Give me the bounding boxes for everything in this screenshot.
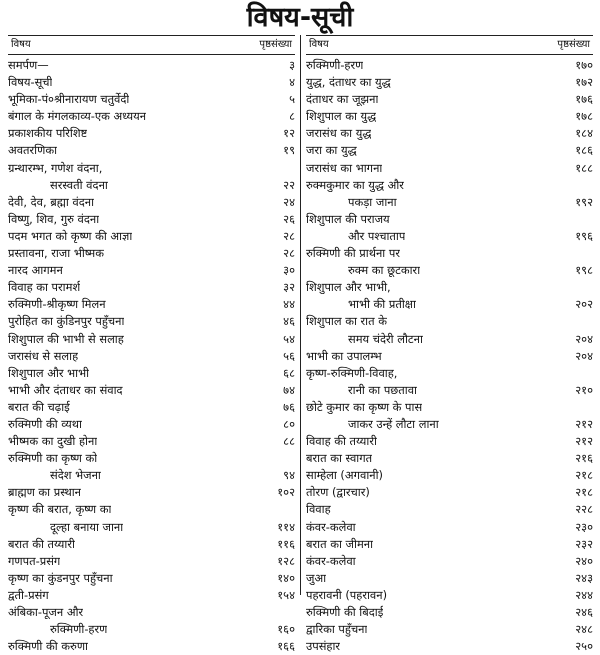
entry-page-number: २५०: [575, 639, 593, 654]
toc-entry: [306, 177, 593, 194]
toc-entry: [8, 177, 295, 194]
toc-entry: [8, 194, 295, 211]
toc-entry: [306, 604, 593, 621]
entry-page-number: २२८: [575, 502, 593, 517]
entry-page-number: १७६: [575, 92, 593, 107]
entry-title: रुक्मिणी-हरण: [306, 58, 364, 72]
entry-page-number: १२८: [277, 553, 295, 568]
entry-page-number: २१०: [575, 382, 593, 397]
entry-title: अवतरणिका: [8, 143, 58, 158]
toc-entry: [8, 587, 295, 604]
entry-page-number: १७०: [575, 58, 593, 72]
toc-entry: [306, 279, 593, 296]
page-title: विषय-सूची: [246, 2, 354, 33]
entry-title: रानी का पछतावा: [348, 382, 418, 397]
toc-entry: [8, 57, 295, 74]
entry-page-number: ३: [289, 58, 295, 72]
entry-page-number: ४: [289, 75, 295, 90]
toc-entry: [8, 399, 295, 416]
toc-entry: [8, 296, 295, 313]
entry-title: विषय-सूची: [8, 75, 53, 90]
entry-title: विवाह का परामर्श: [8, 280, 81, 295]
toc-entry: [306, 262, 593, 279]
entry-title: देवी, देव, ब्रह्मा वंदना: [8, 194, 95, 209]
entry-page-number: २६: [283, 211, 295, 226]
subject-header: विषय: [309, 39, 329, 50]
entry-title: शिशुपाल की पराजय: [306, 211, 390, 226]
toc-entry: [8, 365, 295, 382]
entry-page-number: २१८: [575, 468, 593, 483]
entry-page-number: २०४: [575, 331, 593, 346]
entry-title: भूमिका-पं०श्रीनारायण चतुर्वेदी: [8, 92, 130, 107]
toc-entry: [306, 621, 593, 638]
toc-entry: [8, 621, 295, 638]
entry-title: छोटे कुमार का कृष्ण के पास: [306, 399, 423, 414]
toc-entry: [306, 553, 593, 570]
entry-title: कृष्ण की बरात, कृष्ण का: [8, 502, 112, 517]
toc-entry: [306, 348, 593, 365]
entry-title: दंताधर का जूझना: [306, 92, 379, 107]
entry-title: समर्पण—: [8, 58, 49, 72]
entry-title: प्रकाशकीय परिशिष्ट: [8, 126, 88, 141]
toc-entry: [8, 484, 295, 501]
toc-entry: [306, 211, 593, 228]
entry-title: कंवर-कलेवा: [306, 553, 356, 568]
toc-entry: [8, 382, 295, 399]
entry-page-number: ५: [289, 92, 295, 107]
entry-title: ग्रन्थारम्भ, गणेश वंदना,: [8, 160, 103, 175]
toc-entry: [8, 467, 295, 484]
entry-title: रुक्मिणी की बिदाई: [306, 605, 384, 619]
contents-column-left: [8, 35, 295, 655]
entry-page-number: १७८: [575, 109, 593, 124]
toc-entry: [306, 74, 593, 91]
toc-entry: [8, 331, 295, 348]
entry-title: जरासंध का भागना: [306, 160, 383, 175]
toc-entry: [8, 570, 295, 587]
entry-page-number: ११४: [277, 519, 295, 534]
entry-page-number: २४६: [575, 605, 593, 619]
entry-title: भाभी और दंताधर का संवाद: [8, 382, 123, 397]
entry-title: जरा का युद्ध: [306, 143, 357, 158]
column-header: [8, 35, 295, 55]
entry-list: [306, 57, 593, 655]
entry-page-number: ५४: [283, 331, 295, 346]
entry-page-number: २०४: [575, 348, 593, 363]
entry-page-number: २४०: [575, 553, 593, 568]
entry-page-number: २४: [283, 194, 295, 209]
entry-page-number: १९६: [575, 228, 593, 243]
entry-title: बरात का जीमना: [306, 536, 374, 551]
entry-page-number: ९४: [283, 468, 295, 483]
entry-title: रुक्मिणी की प्रार्थना पर: [306, 246, 400, 261]
entry-page-number: ८८: [283, 434, 295, 449]
toc-entry: [306, 587, 593, 604]
entry-page-number: १०२: [277, 485, 295, 500]
toc-entry: [8, 638, 295, 655]
entry-title: उपसंहार: [306, 639, 341, 654]
entry-title: भाभी का उपालम्भ: [306, 348, 382, 363]
entry-page-number: २४४: [575, 587, 593, 602]
entry-title: शिशुपाल का युद्ध: [306, 109, 377, 124]
entry-title: जरासंध से सलाह: [8, 348, 79, 363]
toc-entry: [306, 536, 593, 553]
entry-title: कंवर-कलेवा: [306, 519, 356, 534]
entry-page-number: ३०: [283, 263, 295, 278]
entry-title: शिशुपाल और भाभी: [8, 365, 90, 380]
entry-title: गणपत-प्रसंग: [8, 553, 61, 568]
entry-page-number: १५४: [277, 587, 295, 602]
entry-title: द्वती-प्रसंग: [8, 587, 49, 602]
entry-title: पुरोहित का कुंडिनपुर पहुँचना: [8, 314, 125, 329]
entry-title: रुक्मकुमार का युद्ध और: [306, 177, 404, 192]
entry-title: बंगाल के मंगलकाव्य-एक अध्ययन: [8, 109, 147, 124]
entry-title: जुआ: [306, 570, 327, 585]
entry-title: अंबिका-पूजन और: [8, 605, 84, 619]
entry-page-number: ८०: [283, 416, 295, 431]
entry-title: और पश्चाताप: [348, 228, 406, 243]
column-header: [306, 35, 593, 55]
toc-entry: [306, 313, 593, 330]
toc-entry: [8, 91, 295, 108]
toc-entry: [306, 450, 593, 467]
toc-entry: [306, 570, 593, 587]
entry-title: द्वारिका पहुँचना: [306, 622, 368, 637]
entry-page-number: २१२: [575, 434, 593, 449]
toc-entry: [306, 125, 593, 142]
entry-title: साम्हेला (अगवानी): [306, 468, 383, 483]
toc-entry: [8, 245, 295, 262]
entry-title: बरात का स्वागत: [306, 451, 373, 466]
toc-entry: [8, 108, 295, 125]
entry-title: जाकर उन्हें लौटा लाना: [348, 416, 439, 431]
toc-entry: [306, 433, 593, 450]
entry-title: दूल्हा बनाया जाना: [50, 519, 124, 534]
toc-entry: [306, 365, 593, 382]
toc-entry: [8, 416, 295, 433]
toc-entry: [306, 399, 593, 416]
toc-entry: [306, 382, 593, 399]
entry-page-number: २३२: [575, 536, 593, 551]
toc-entry: [306, 638, 593, 655]
toc-entry: [8, 536, 295, 553]
entry-page-number: १८८: [575, 160, 593, 175]
entry-page-number: ११६: [277, 536, 295, 551]
entry-page-number: २३०: [575, 519, 593, 534]
entry-title: पदम भगत को कृष्ण की आज्ञा: [8, 228, 133, 243]
entry-title: विष्णु, शिव, गुरु वंदना: [8, 211, 100, 226]
entry-title: बरात की तय्यारी: [8, 536, 75, 551]
toc-entry: [306, 467, 593, 484]
entry-page-number: १९८: [575, 263, 593, 278]
entry-title: भीष्मक का दुखी होना: [8, 434, 98, 449]
entry-page-number: ७४: [283, 382, 295, 397]
page-number-header: पृष्ठसंख्या: [259, 39, 292, 50]
entry-title: युद्ध, दंताधर का युद्ध: [306, 75, 391, 90]
entry-page-number: २१२: [575, 416, 593, 431]
entry-page-number: १४०: [277, 570, 295, 585]
subject-header: विषय: [11, 39, 31, 50]
entry-title: तोरण (द्वारचार): [306, 485, 370, 500]
toc-entry: [306, 501, 593, 518]
entry-title: शिशुपाल की भाभी से सलाह: [8, 331, 124, 346]
entry-title: भाभी की प्रतीक्षा: [348, 297, 416, 312]
contents-column-right: [306, 35, 593, 655]
toc-entry: [306, 142, 593, 159]
entry-page-number: २४८: [575, 622, 593, 637]
entry-title: शिशुपाल और भाभी,: [306, 280, 391, 295]
entry-page-number: ६८: [283, 365, 295, 380]
page-number-header: पृष्ठसंख्या: [557, 39, 590, 50]
toc-entry: [8, 501, 295, 518]
entry-page-number: २१८: [575, 485, 593, 500]
toc-entry: [306, 108, 593, 125]
entry-page-number: ४६: [283, 314, 295, 329]
entry-title: पकड़ा जाना: [348, 194, 397, 209]
toc-entry: [306, 331, 593, 348]
entry-page-number: ३२: [283, 280, 295, 295]
entry-page-number: ८: [289, 109, 295, 124]
column-divider: [300, 35, 301, 595]
toc-entry: [8, 553, 295, 570]
entry-page-number: १८४: [575, 126, 593, 141]
toc-entry: [8, 160, 295, 177]
toc-entry: [8, 74, 295, 91]
entry-title: रुक्मिणी की व्यथा: [8, 416, 82, 431]
entry-title: जरासंध का युद्ध: [306, 126, 372, 141]
entry-title: कृष्ण-रुक्मिणी-विवाह,: [306, 365, 398, 380]
entry-title: पहरावनी (पहरावन): [306, 587, 388, 602]
toc-entry: [8, 125, 295, 142]
toc-entry: [306, 296, 593, 313]
entry-title: संदेश भेजना: [50, 468, 101, 483]
toc-entry: [306, 245, 593, 262]
entry-page-number: १९: [283, 143, 295, 158]
toc-entry: [8, 142, 295, 159]
toc-entry: [8, 262, 295, 279]
toc-entry: [8, 211, 295, 228]
entry-page-number: २८: [283, 246, 295, 261]
entry-page-number: ४४: [283, 297, 295, 312]
entry-title: रुक्मिणी का कृष्ण को: [8, 451, 98, 466]
entry-title: रुक्मिणी की करुणा: [8, 639, 89, 654]
toc-entry: [8, 433, 295, 450]
toc-entry: [8, 519, 295, 536]
entry-title: रुक्मिणी-श्रीकृष्ण मिलन: [8, 297, 106, 312]
entry-page-number: १८६: [575, 143, 593, 158]
entry-title: शिशुपाल का रात के: [306, 314, 387, 329]
toc-entry: [8, 450, 295, 467]
toc-entry: [306, 484, 593, 501]
entry-page-number: २८: [283, 228, 295, 243]
entry-title: विवाह: [306, 502, 331, 517]
entry-title: रुक्मिणी-हरण: [50, 622, 108, 637]
toc-entry: [8, 313, 295, 330]
toc-entry: [306, 160, 593, 177]
toc-entry: [306, 519, 593, 536]
toc-entry: [306, 194, 593, 211]
entry-page-number: १६०: [277, 622, 295, 637]
toc-entry: [306, 416, 593, 433]
entry-page-number: २०२: [575, 297, 593, 312]
toc-entry: [8, 348, 295, 365]
entry-title: कृष्ण का कुंडनपुर पहुँचना: [8, 570, 113, 585]
toc-entry: [306, 57, 593, 74]
entry-title: रुक्म का छूटकारा: [348, 263, 421, 278]
entry-page-number: १९२: [575, 194, 593, 209]
toc-entry: [8, 279, 295, 296]
entry-title: नारद आगमन: [8, 263, 63, 278]
entry-title: सरस्वती वंदना: [50, 177, 108, 192]
entry-page-number: ५६: [283, 348, 295, 363]
entry-page-number: २२: [283, 177, 295, 192]
entry-title: बरात की चढ़ाई: [8, 399, 70, 414]
entry-title: विवाह की तय्यारी: [306, 434, 377, 449]
toc-entry: [8, 604, 295, 621]
entry-list: [8, 57, 295, 655]
toc-entry: [8, 228, 295, 245]
entry-title: प्रस्तावना, राजा भीष्मक: [8, 246, 104, 261]
entry-page-number: १२: [283, 126, 295, 141]
toc-entry: [306, 91, 593, 108]
entry-page-number: १७२: [575, 75, 593, 90]
toc-entry: [306, 228, 593, 245]
entry-page-number: २१६: [575, 451, 593, 466]
entry-title: समय चंदेरी लौटना: [348, 331, 423, 346]
entry-page-number: ७६: [283, 399, 295, 414]
entry-page-number: २४३: [575, 570, 593, 585]
entry-page-number: १६६: [277, 639, 295, 654]
entry-title: ब्राह्मण का प्रस्थान: [8, 485, 81, 500]
